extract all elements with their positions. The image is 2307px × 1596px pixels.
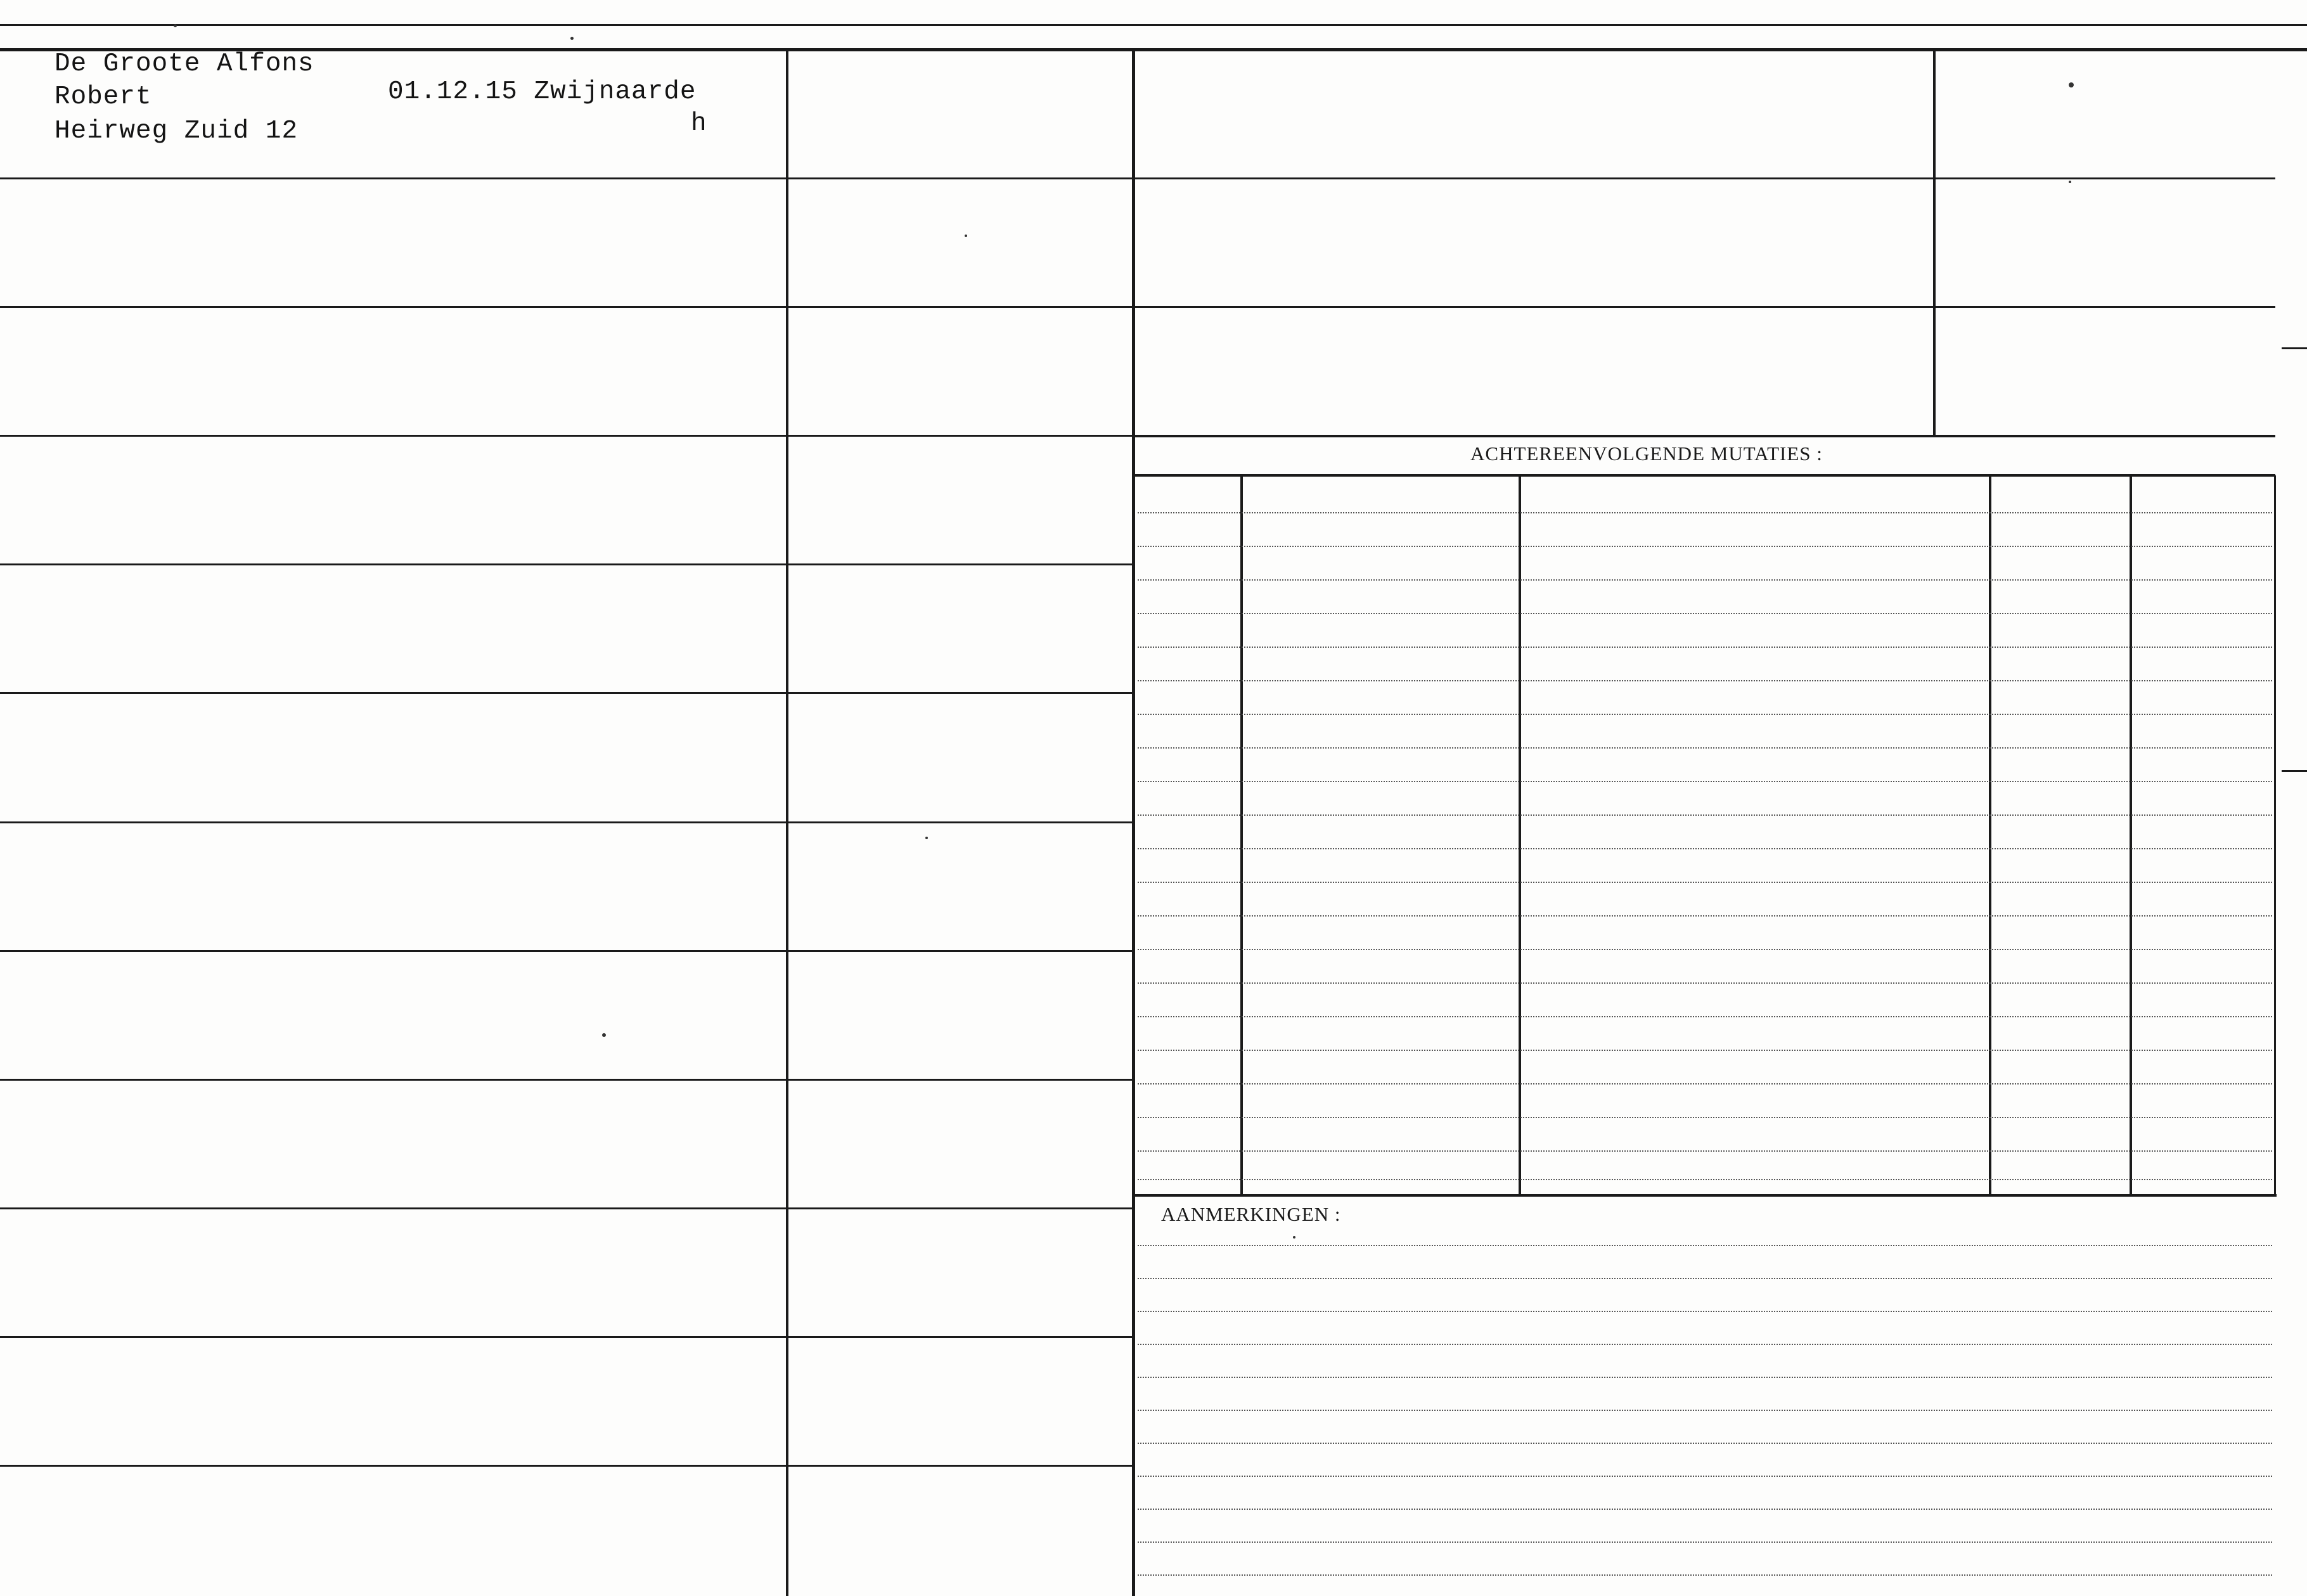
mutations-rule: [1138, 1016, 2272, 1017]
left-row-line: [0, 563, 1132, 565]
remarks-rule: [1138, 1476, 2272, 1477]
left-row-line: [0, 1336, 1132, 1338]
mutations-header-line: [1134, 474, 2275, 477]
mutations-rule: [1138, 647, 2272, 648]
left-row-line: [0, 821, 1132, 823]
scan-speck: [570, 37, 574, 40]
remarks-rule: [1138, 1443, 2272, 1444]
mutations-rule: [1138, 680, 2272, 681]
birth-date-place: 01.12.15 Zwijnaarde: [388, 77, 697, 106]
scan-speck: [965, 235, 967, 237]
mutations-rule: [1138, 1179, 2272, 1180]
remarks-rule: [1138, 1311, 2272, 1312]
mutations-rule: [1138, 546, 2272, 547]
scan-speck: [602, 1033, 606, 1037]
left-row-line: [0, 435, 1132, 437]
remarks-rule: [1138, 1509, 2272, 1510]
mutations-rule: [1138, 848, 2272, 849]
top-edge-line: [0, 24, 2307, 26]
remarks-rule: [1138, 1541, 2272, 1543]
right-row-line: [1134, 306, 2275, 308]
scan-speck: [2069, 181, 2071, 183]
mutations-rule: [1138, 579, 2272, 581]
left-row-line: [0, 950, 1132, 952]
mutations-column-divider: [1989, 475, 1991, 1194]
right-row-line: [1134, 177, 2275, 179]
margin-tick: [2282, 770, 2307, 772]
scan-speck: [925, 837, 928, 839]
margin-tick: [2282, 347, 2307, 349]
left-row-line: [0, 177, 1132, 179]
mutations-right-border: [2274, 475, 2276, 1194]
left-row-line: [0, 1465, 1132, 1467]
remarks-rule: [1138, 1278, 2272, 1279]
mutations-rule: [1138, 949, 2272, 950]
mutations-rule: [1138, 613, 2272, 614]
remarks-rule: [1138, 1377, 2272, 1378]
mutations-rule: [1138, 1150, 2272, 1152]
mutations-rule: [1138, 1050, 2272, 1051]
mutations-rule: [1138, 714, 2272, 715]
typed-mark: h: [691, 109, 707, 138]
mutations-top-line: [1134, 435, 2275, 437]
left-row-line: [0, 1079, 1132, 1081]
scan-speck: [1293, 1236, 1295, 1239]
mutations-column-divider: [1519, 475, 1521, 1194]
mutations-column-divider: [1240, 475, 1243, 1194]
mutations-column-divider: [2130, 475, 2132, 1194]
mutations-bottom-line: [1134, 1194, 2277, 1197]
left-row-line: [0, 692, 1132, 694]
mutations-rule: [1138, 747, 2272, 749]
remarks-title: AANMERKINGEN :: [1161, 1203, 1341, 1225]
remarks-rule: [1138, 1410, 2272, 1411]
scan-speck: [2069, 82, 2074, 87]
mutations-rule: [1138, 882, 2272, 883]
mutations-rule: [1138, 781, 2272, 782]
left-row-line: [0, 1207, 1132, 1209]
address-line: Heirweg Zuid 12: [55, 117, 299, 146]
mutations-title: ACHTEREENVOLGENDE MUTATIES :: [1470, 442, 1823, 465]
right-upper-divider: [1933, 49, 1936, 436]
name-line-2: Robert: [55, 82, 152, 112]
mutations-rule: [1138, 982, 2272, 984]
remarks-rule: [1138, 1574, 2272, 1576]
name-line-1: De Groote Alfons: [55, 49, 314, 79]
mutations-rule: [1138, 512, 2272, 513]
remarks-rule: [1138, 1344, 2272, 1345]
mutations-rule: [1138, 1117, 2272, 1118]
header-border-line: [0, 48, 2307, 51]
mutations-rule: [1138, 915, 2272, 917]
main-column-divider: [1132, 49, 1135, 1596]
remarks-rule: [1138, 1245, 2272, 1246]
mutations-rule: [1138, 1083, 2272, 1084]
mutations-rule: [1138, 814, 2272, 816]
left-row-line: [0, 306, 1132, 308]
scan-speck: [174, 24, 177, 27]
